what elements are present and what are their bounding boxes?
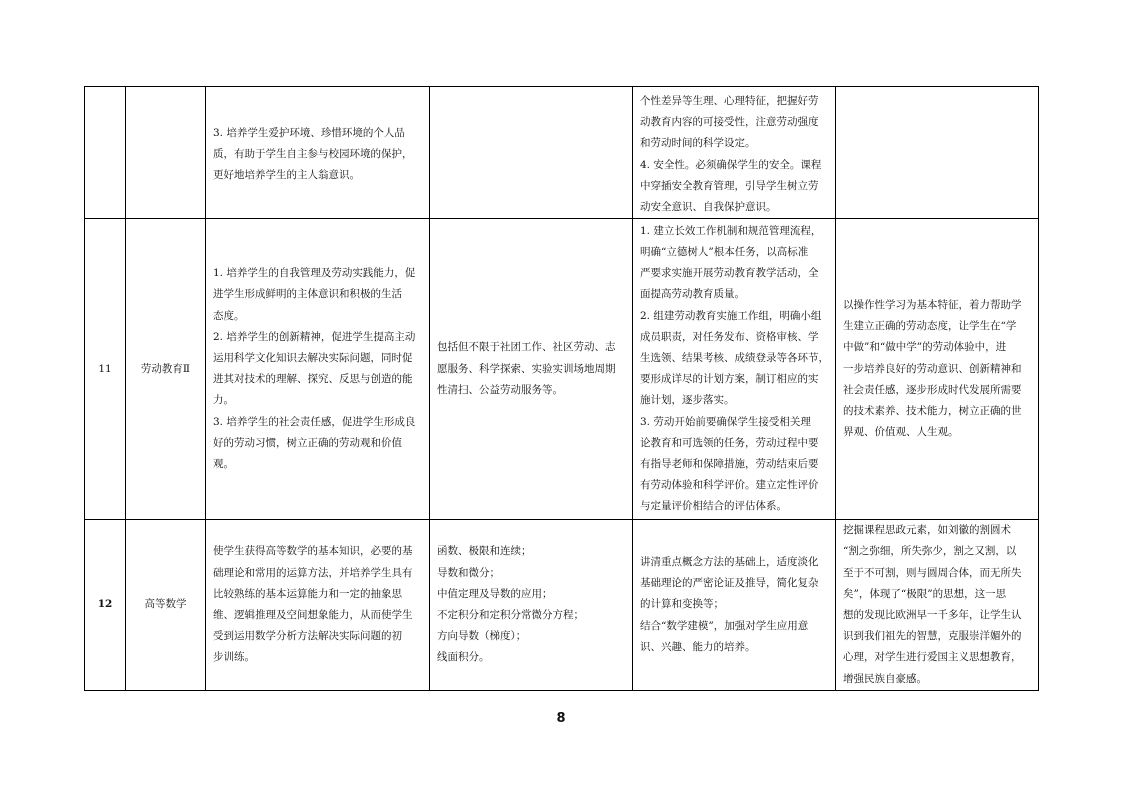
row-number: 11 [85,219,126,520]
course-name [126,87,206,219]
cell-text-line: 动安全意识、自我保护意识。 [640,201,777,214]
cell-text-line: 界观、价值观、人生观。 [843,426,959,439]
cell-text-line: 挖掘课程思政元素，如刘徽的割圆术 [843,524,1011,537]
cell-text-line: 4. 安全性。必须确保学生的安全。课程 [640,158,822,171]
table-row [85,520,1039,691]
content-cell [430,520,633,691]
ideology-cell [836,87,1039,219]
course-table [84,86,1039,691]
cell-text-line: 以操作性学习为基本特征，着力帮助学 [843,299,1022,311]
cell-text-line: 的技术素养、技术能力，树立正确的世 [843,405,1022,418]
cell-text-line: 质，有助于学生自主参与校园环境的保护， [213,148,413,160]
cell-text-line: 面提高劳动教育质量。 [640,288,745,301]
cell-text-line: 态度。 [213,309,245,322]
cell-text-line: 1. 建立长效工作机制和规范管理流程， [640,224,822,237]
cell-text-line: 2. 组建劳动教育实施工作组，明确小组 [640,309,822,322]
table-row [85,87,1039,219]
course-name: 高等数学 [126,520,206,691]
cell-text-line: 中做”和“做中学”的劳动体验中，进 [843,341,1007,354]
cell-text-line: 论教育和可选领的任务，劳动过程中要 [640,436,819,449]
cell-text-line: 受到运用数学分析方法解决实际问题的初 [213,630,402,643]
cell-text-line: 础理论和常用的运算方法，并培养学生具有 [213,566,413,579]
cell-text-line: 函数、极限和连续； [437,545,532,558]
cell-text-line: 施计划，逐步落实。 [640,394,735,407]
cell-text-line: 进学生形成鲜明的主体意识和积极的生活 [213,288,402,301]
cell-text-line: 生选领、结果考核、成绩登录等各环节， [640,352,829,365]
course-name: 劳动教育Ⅱ [126,219,206,520]
cell-text-line: 生建立正确的劳动态度，让学生在“学 [843,320,1017,333]
cell-text-line: 比较熟练的基本运算能力和一定的抽象思 [213,587,402,600]
cell-text-line: 1. 培养学生的自我管理及劳动实践能力，促 [213,267,416,280]
cell-text-line: 一步培养良好的劳动意识、创新精神和 [843,362,1022,375]
cell-text-line: 3. 劳动开始前要确保学生接受相关理 [640,415,811,428]
cell-text-line: 基础理论的严密论证及推导，简化复杂 [640,577,819,590]
objectives-cell [206,219,430,520]
cell-text-line: 方向导数（梯度）； [437,630,527,643]
page-number: 8 [556,711,566,726]
cell-text-line: 愿服务、科学探索、实验实训场地周期 [437,362,616,375]
cell-text-line: 和劳动时间的科学设定。 [640,137,756,150]
cell-text-line: 3. 培养学生的社会责任感，促进学生形成良 [213,415,416,428]
requirements-cell [633,87,836,219]
cell-text-line: 3. 培养学生爱护环境、珍惜环境的个人品 [213,126,405,139]
ideology-cell [836,219,1039,520]
cell-text-line: 步训练。 [213,651,255,664]
cell-text-line: 有劳动体验和科学评价。建立定性评价 [640,479,819,492]
cell-text-line: 线面积分。 [437,651,490,664]
content-cell [430,87,633,219]
cell-text-line: 导数和微分； [437,566,500,579]
content-cell [430,219,633,520]
cell-text-line: 明确“立德树人”根本任务，以高标准 [640,246,809,258]
cell-text-line: 结合“数学建模”，加强对学生应用意 [640,619,809,632]
cell-text-line: 包括但不限于社团工作、社区劳动、志 [437,341,616,354]
row-number [85,87,126,219]
cell-text-line: 性清扫、公益劳动服务等。 [437,383,563,396]
cell-text-line: 进其对技术的理解、探究、反思与创造的能 [213,373,413,386]
cell-text-line: 2. 培养学生的创新精神，促进学生提高主动 [213,330,416,343]
requirements-cell [633,219,836,520]
row-number: 12 [85,520,126,691]
cell-text-line: 想的发现比欧洲早一千多年，让学生认 [843,609,1022,622]
cell-text-line: 中值定理及导数的应用； [437,587,553,600]
cell-text-line: 至于不可割，则与圆周合体，而无所失 [843,566,1022,579]
objectives-cell [206,520,430,691]
cell-text-line: 更好地培养学生的主人翁意识。 [213,169,360,182]
cell-text-line: 讲清重点概念方法的基础上，适度淡化 [640,556,819,569]
cell-text-line: 心理，对学生进行爱国主义思想教育， [843,651,1022,664]
cell-text-line: 识到我们祖先的智慧，克服崇洋媚外的 [843,630,1022,643]
cell-text-line: 成员职责，对任务发布、资格审核、学 [640,330,819,343]
requirements-cell [633,520,836,691]
cell-text-line: 动教育内容的可接受性，注意劳动强度 [640,116,819,129]
table-row [85,219,1039,520]
cell-text-line: 要形成详尽的计划方案，制订相应的实 [640,373,819,386]
cell-text-line: 个性差异等生理、心理特征，把握好劳 [640,95,819,107]
cell-text-line: 中穿插安全教育管理，引导学生树立劳 [640,179,819,192]
cell-text-line: 好的劳动习惯，树立正确的劳动观和价值 [213,436,402,449]
cell-text-line: 与定量评价相结合的评估体系。 [640,500,787,513]
cell-text-line: 增强民族自豪感。 [843,672,927,685]
cell-text-line: 运用科学文化知识去解决实际问题，同时促 [213,352,413,365]
cell-text-line: 识、兴趣、能力的培养。 [640,640,756,653]
cell-text-line: 维、逻辑推理及空间想象能力，从而使学生 [213,609,413,622]
cell-text-line: “割之弥细，所失弥少，割之又割，以 [843,545,1017,558]
cell-text-line: 的计算和变换等； [640,598,724,611]
cell-text-line: 严要求实施开展劳动教育教学活动，全 [640,267,819,280]
cell-text-line: 观。 [213,458,234,471]
cell-text-line: 使学生获得高等数学的基本知识，必要的基 [213,545,413,558]
cell-text-line: 社会责任感，逐步形成时代发展所需要 [843,383,1022,396]
cell-text-line: 矣”，体现了“极限”的思想，这一思 [843,587,1007,600]
ideology-cell [836,520,1039,691]
cell-text-line: 不定积分和定积分常微分方程； [437,609,584,622]
objectives-cell [206,87,430,219]
cell-text-line: 力。 [213,394,234,407]
cell-text-line: 有指导老师和保障措施，劳动结束后要 [640,458,819,471]
